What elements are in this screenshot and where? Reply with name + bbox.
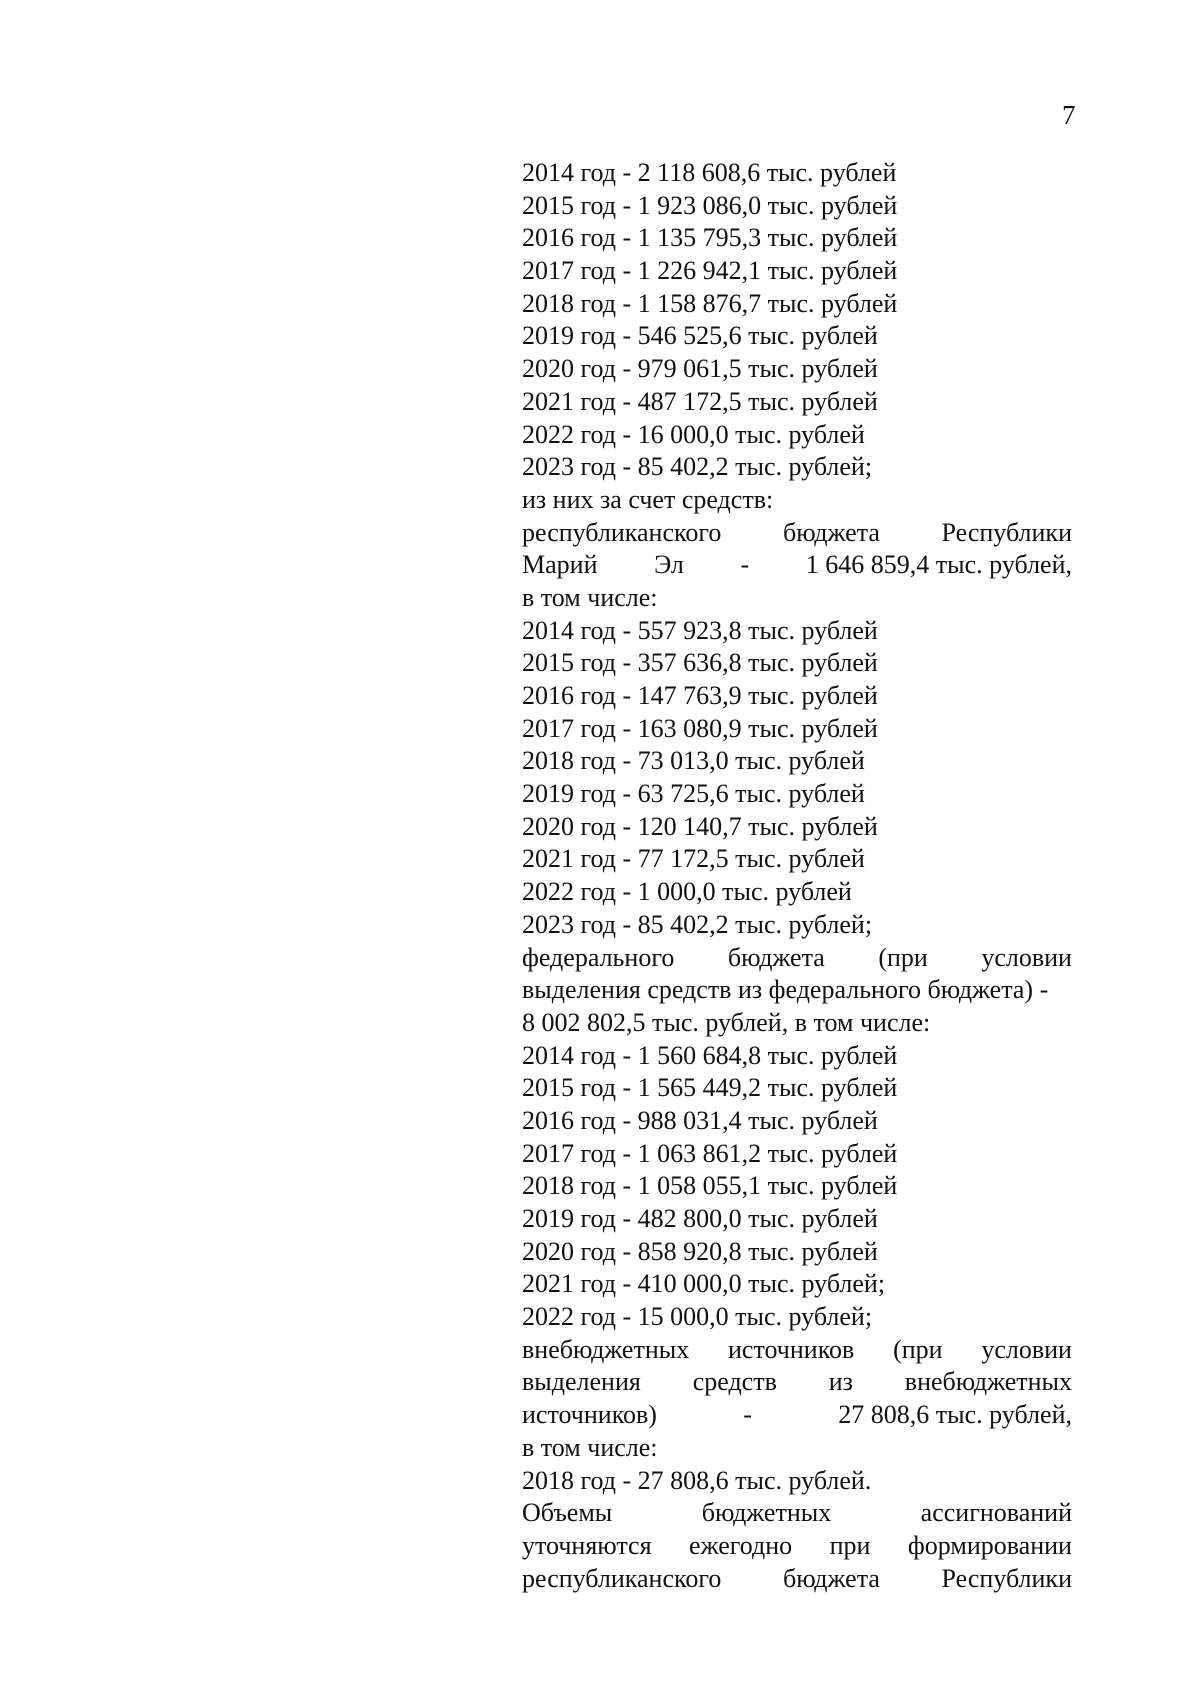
word: внебюджетных xyxy=(522,1334,690,1364)
word: источников xyxy=(727,1334,855,1364)
page-number: 7 xyxy=(1062,100,1076,130)
word: Объемы xyxy=(522,1498,613,1528)
total-year-line: 2023 год - 85 402,2 тыс. рублей; xyxy=(522,452,873,482)
federal-year-line: 2018 год - 1 058 055,1 тыс. рублей xyxy=(522,1171,898,1201)
federal-year-line: 2019 год - 482 800,0 тыс. рублей xyxy=(522,1204,878,1233)
total-year-line: 2016 год - 1 135 795,3 тыс. рублей xyxy=(522,223,898,253)
word: - xyxy=(740,550,750,580)
total-year-line: 2014 год - 2 118 608,6 тыс. рублей xyxy=(522,158,897,187)
including-line: в том числе: xyxy=(522,582,658,612)
extrabudgetary-heading-line xyxy=(522,1334,1072,1367)
federal-year-line: 2016 год - 988 031,4 тыс. рублей xyxy=(522,1105,878,1135)
extrabudgetary-condition-line xyxy=(522,1366,1072,1399)
federal-year-line: 2022 год - 15 000,0 тыс. рублей; xyxy=(522,1302,873,1332)
closing-line xyxy=(522,1497,1072,1530)
word: республиканского xyxy=(522,1563,722,1593)
extrabudgetary-total-value: 27 808,6 тыс. рублей, xyxy=(838,1400,1072,1430)
republican-year-line: 2022 год - 1 000,0 тыс. рублей xyxy=(522,877,852,907)
federal-condition-line: выделения средств из федерального бюджета) - xyxy=(522,975,1049,1005)
republican-total-line xyxy=(522,549,1072,582)
total-year-line: 2022 год - 16 000,0 тыс. рублей xyxy=(522,419,865,449)
of-which-line: из них за счет средств: xyxy=(522,484,774,514)
republican-year-line: 2023 год - 85 402,2 тыс. рублей; xyxy=(522,909,873,939)
republican-year-line: 2015 год - 357 636,8 тыс. рублей xyxy=(522,648,878,678)
closing-line xyxy=(522,1563,1072,1596)
word: (при xyxy=(878,942,928,972)
republican-year-line: 2021 год - 77 172,5 тыс. рублей xyxy=(522,844,865,874)
word: бюджета xyxy=(782,1563,880,1593)
financing-text xyxy=(522,157,1072,1595)
word: Республики xyxy=(941,517,1072,547)
word: - xyxy=(743,1400,752,1430)
closing-line xyxy=(522,1530,1072,1563)
word: уточняются xyxy=(522,1530,652,1560)
federal-total-line: 8 002 802,5 тыс. рублей, в том числе: xyxy=(522,1007,931,1037)
word: при xyxy=(829,1530,871,1560)
extrabudgetary-year-line: 2018 год - 27 808,6 тыс. рублей. xyxy=(522,1465,872,1495)
federal-year-line: 2015 год - 1 565 449,2 тыс. рублей xyxy=(522,1073,898,1103)
federal-year-line: 2020 год - 858 920,8 тыс. рублей xyxy=(522,1236,878,1266)
total-year-line: 2015 год - 1 923 086,0 тыс. рублей xyxy=(522,190,898,220)
republican-year-line: 2016 год - 147 763,9 тыс. рублей xyxy=(522,681,878,710)
word: Эл xyxy=(654,550,684,580)
word: бюджетных xyxy=(701,1498,832,1528)
word: бюджета xyxy=(782,517,880,547)
word: (при xyxy=(893,1334,943,1364)
word: Марий xyxy=(522,550,598,580)
federal-heading-line xyxy=(522,942,1072,975)
total-year-line: 2017 год - 1 226 942,1 тыс. рублей xyxy=(522,256,898,286)
word: средств xyxy=(692,1367,777,1397)
word: Республики xyxy=(941,1563,1072,1593)
word: бюджета xyxy=(727,942,825,972)
word: условии xyxy=(981,942,1072,972)
word: из xyxy=(828,1367,853,1397)
word: ежегодно xyxy=(689,1530,793,1560)
word: источников) xyxy=(522,1400,657,1430)
word: ассигнований xyxy=(920,1498,1072,1528)
republican-total-value: 1 646 859,4 тыс. рублей, xyxy=(805,550,1072,580)
republican-year-line: 2020 год - 120 140,7 тыс. рублей xyxy=(522,811,878,841)
total-year-line: 2020 год - 979 061,5 тыс. рублей xyxy=(522,354,878,384)
republican-year-line: 2014 год - 557 923,8 тыс. рублей xyxy=(522,615,878,645)
including-line: в том числе: xyxy=(522,1432,658,1462)
word: формировании xyxy=(907,1530,1072,1560)
federal-year-line: 2014 год - 1 560 684,8 тыс. рублей xyxy=(522,1040,898,1070)
federal-year-line: 2021 год - 410 000,0 тыс. рублей; xyxy=(522,1269,886,1299)
word: условии xyxy=(981,1334,1072,1364)
word: федерального xyxy=(522,942,675,972)
republican-year-line: 2018 год - 73 013,0 тыс. рублей xyxy=(522,746,865,776)
total-year-line: 2019 год - 546 525,6 тыс. рублей xyxy=(522,321,878,351)
republican-heading-line xyxy=(522,517,1072,550)
total-year-line: 2018 год - 1 158 876,7 тыс. рублей xyxy=(522,288,898,318)
word: республиканского xyxy=(522,517,722,547)
word: выделения xyxy=(522,1367,641,1397)
republican-year-line: 2019 год - 63 725,6 тыс. рублей xyxy=(522,779,865,809)
federal-year-line: 2017 год - 1 063 861,2 тыс. рублей xyxy=(522,1138,898,1168)
republican-year-line: 2017 год - 163 080,9 тыс. рублей xyxy=(522,713,878,743)
word: внебюджетных xyxy=(904,1367,1072,1397)
total-year-line: 2021 год - 487 172,5 тыс. рублей xyxy=(522,386,878,416)
extrabudgetary-total-line xyxy=(522,1399,1072,1432)
